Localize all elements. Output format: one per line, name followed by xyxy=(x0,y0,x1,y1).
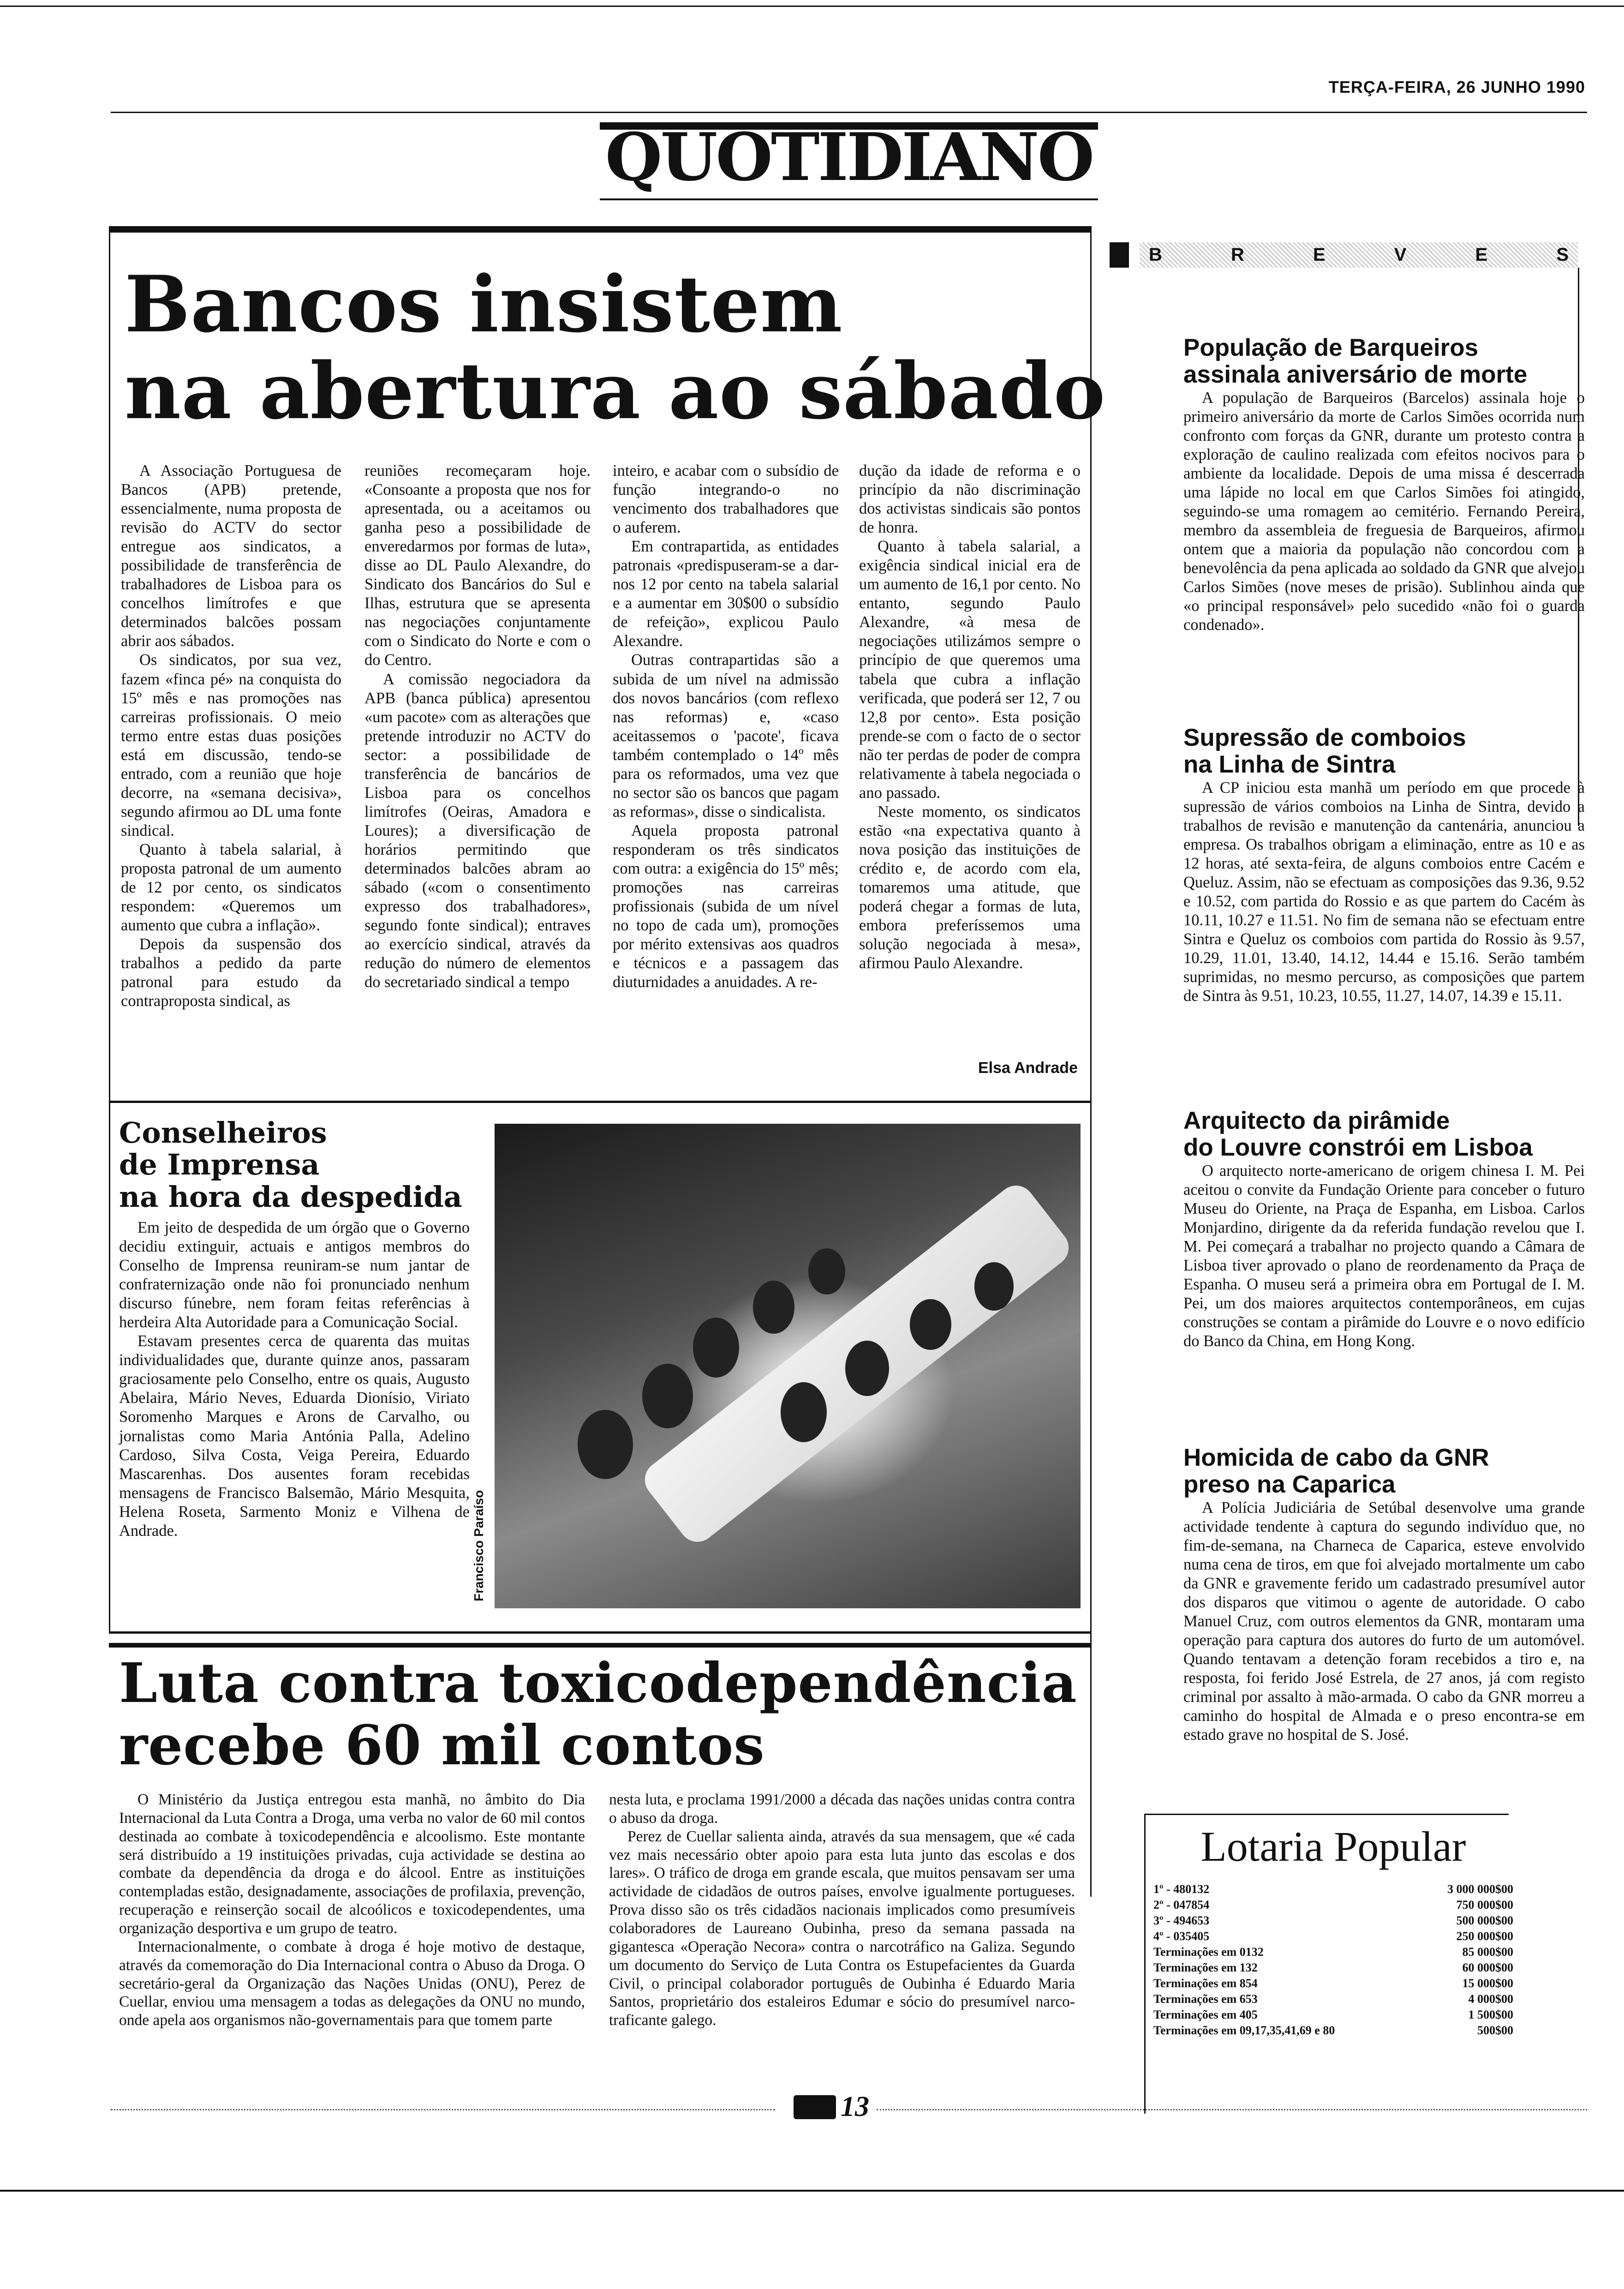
lead-column-1 xyxy=(121,461,341,1011)
photo-guest xyxy=(642,1364,693,1428)
breves-letter: V xyxy=(1394,245,1407,265)
lotaria-box xyxy=(1153,1825,1513,2038)
lotaria-prize-value: 85 000$00 xyxy=(1462,1945,1513,1959)
conselheiros-headline-line2: de Imprensa xyxy=(119,1148,320,1182)
breves-banner xyxy=(1140,242,1578,268)
breve-title xyxy=(1183,335,1585,389)
paragraph: inteiro, e acabar com o subsídio de função integrando-o no vencimento dos trabalhadores que o auferem. xyxy=(613,462,839,537)
breves-letter: E xyxy=(1475,245,1488,265)
lotaria-prize-value: 250 000$00 xyxy=(1456,1929,1513,1943)
breve-item xyxy=(1183,725,1585,1006)
paragraph: nesta luta, e proclama 1991/2000 a década das nações unidas contra contra o abuso da droga. xyxy=(609,1791,1075,1827)
luta-column-1 xyxy=(119,1791,585,2030)
footer-dotted-right xyxy=(877,2109,1587,2110)
breves-letter: E xyxy=(1313,245,1325,265)
lotaria-title: Lotaria Popular xyxy=(1200,1823,1466,1870)
breve-title-line1: Homicida de cabo da GNR xyxy=(1183,1444,1489,1471)
photo-guest xyxy=(910,1299,951,1350)
lotaria-prize-value: 500$00 xyxy=(1477,2024,1513,2037)
paragraph: Aquela proposta patronal responderam os três sindicatos com outra: a exigência do 15º mês; promoções nas carreiras profissionais (subida de um nível no topo de cada um), promoções por mérito extensivas aos quadros e técnicos e a passagem das diuturnidades a anuidades. A re- xyxy=(613,821,839,991)
lotaria-row xyxy=(1153,1913,1513,1929)
conselheiros-headline xyxy=(119,1117,462,1213)
lotaria-prize-label: 3º - 494653 xyxy=(1153,1914,1210,1927)
photo-guest xyxy=(974,1262,1014,1311)
lotaria-prize-value: 4 000$00 xyxy=(1468,1992,1513,2006)
lotaria-prize-label: Terminações em 09,17,35,41,69 e 80 xyxy=(1153,2024,1335,2037)
breve-title-line2: na Linha de Sintra xyxy=(1183,751,1396,779)
conselheiros-headline-line1: Conselheiros xyxy=(119,1116,327,1150)
paragraph: Perez de Cuellar salienta ainda, através da sua mensagem, que «é cada vez mais necessário obter apoio para esta luta junto das escolas e dos lares». O tráfico de droga em grande escala, que muitos pensavam ser uma actividade de cidadãos de outros países, envolve igualmente portugueses. Prova disso são os três cidadãos nacionais implicados como presumíveis colaboradores de Laureano Oubinha, preso da semana passada na gigantesca «Operação Necora» contra o narcotráfico na Galiza. Segundo um documento do Serviço de Luta Contra os Estupefacientes da Guarda Civil, o principal colaborador português de Oubinha é Eduardo Maria Santos, proprietário dos estaleiros Edumar e sócio do presumível narco-traficante galego. xyxy=(609,1828,1075,2029)
lotaria-row xyxy=(1153,1991,1513,2007)
lotaria-row xyxy=(1153,2023,1513,2038)
paragraph: Estavam presentes cerca de quarenta das muitas individualidades que, durante quinze anos, passaram graciosamente pelo Conselho, entre os quais, Augusto Abelaira, Mário Neves, Eduarda Dionísio, Viriato Soromenho Marques e Arons de Carvalho, ou jornalistas como Maria Antónia Palla, Adelino Cardoso, Silva Costa, Veiga Pereira, Eduardo Mascarenhas. Dos ausentes foram recebidas mensagens de Francisco Balsemão, Mário Mesquita, Helena Roseta, Sarmento Moniz e Vilhena de Andrade. xyxy=(119,1332,470,1540)
luta-headline xyxy=(119,1652,1077,1776)
breves-letter: S xyxy=(1556,245,1569,265)
page-number: 13 xyxy=(841,2091,869,2122)
paragraph: Internacionalmente, o combate à droga é hoje motivo de destaque, através da comemoração do Dia Internacional contra o Abuso da Droga. O secretário-geral da Organização das Nações Unidas (ONU), Perez de Cuellar, enviou uma mensagem a todas as delegações da ONU no mundo, onde apela aos organismos não-governamentais para que tomem parte xyxy=(119,1938,585,2029)
paragraph: Os sindicatos, por sua vez, fazem «finca pé» na conquista do 15º mês e nas promoções nas carreiras profissionais. O meio termo entre estas duas posições está em discussão, tendo-se entrado, com a reunião que hoje decorre, na «semana decisiva», segundo afirmou ao DL uma fonte sindical. xyxy=(121,651,341,839)
breves-letter: R xyxy=(1230,245,1244,265)
lotaria-row xyxy=(1153,1897,1513,1913)
lotaria-table xyxy=(1153,1882,1513,2038)
paragraph: A Associação Portuguesa de Bancos (APB) pretende, essencialmente, numa proposta de revisão do ACTV do sector entregue aos sindicatos, a possibilidade de transferência de trabalhadores de Lisboa para os concelhos limítrofes e que determinados balcões possam abrir aos sábados. xyxy=(121,462,341,650)
luta-column-2 xyxy=(609,1791,1075,2030)
lotaria-prize-value: 750 000$00 xyxy=(1456,1898,1513,1911)
lotaria-prize-label: Terminações em 854 xyxy=(1153,1977,1258,1990)
breve-item xyxy=(1183,1444,1585,1744)
breve-title-line1: População de Barqueiros xyxy=(1183,334,1479,361)
breve-text: A Polícia Judiciária de Setúbal desenvolve uma grande actividade tendente à captura do segundo indivíduo que, no fim-de-semana, na Charneca de Caparica, esteve envolvido numa cena de tiros, em que foi alvejado mortalmente um cabo da GNR e gravemente ferido um cadastrado presumível autor dos disparos que vitimou o agente de autoridade. O cabo Manuel Cruz, com outros elementos da GNR, montaram uma operação para captura dos autores do furto de um automóvel. Quando tentavam a detenção foram recebidos a tiro e, na resposta, foi ferido José Estrela, de 27 anos, já com registo criminal por assalto à mão-armada. O cabo da GNR morreu a caminho do hospital de Almada e o preso encontra-se em estado grave no hospital de S. José. xyxy=(1183,1498,1585,1744)
lotaria-prize-value: 500 000$00 xyxy=(1456,1914,1513,1927)
lotaria-row xyxy=(1153,1944,1513,1960)
lotaria-prize-value: 3 000 000$00 xyxy=(1447,1882,1513,1896)
breve-text: O arquitecto norte-americano de origem chinesa I. M. Pei aceitou o convite da Fundação Oriente para conceber o futuro Museu do Oriente, na Praça de Espanha, em Lisboa. Carlos Monjardino, dirigente da da referida fundação revelou que I. M. Pei começará a trabalhar no projecto quando a Câmara de Lisboa tiver aprovado o plano de reordenamento da Praça de Espanha. O museu será a primeira obra em Portugal de I. M. Pei, um dos maiores arquitectos contemporâneos, em cujas construções se contam a pirâmide do Louvre e o novo edifício do Banco da China, em Hong Kong. xyxy=(1183,1162,1585,1350)
lotaria-row xyxy=(1153,1976,1513,1991)
lotaria-prize-value: 15 000$00 xyxy=(1462,1977,1513,1990)
lotaria-prize-label: Terminações em 0132 xyxy=(1153,1945,1264,1959)
breve-title xyxy=(1183,1108,1585,1162)
photo-guest xyxy=(753,1281,794,1334)
lotaria-prize-label: 1º - 480132 xyxy=(1153,1882,1210,1896)
lead-headline-line1: Bancos insistem xyxy=(125,258,843,350)
lotaria-row xyxy=(1153,1882,1513,1897)
lotaria-row xyxy=(1153,1960,1513,1976)
paragraph: Neste momento, os sindicatos estão «na expectativa quanto à nova posição das instituições de crédito e, de acordo com ela, tomaremos uma atitude, que poderá chegar a formas de luta, embora preferíssemos uma solução negociada à mesa», afirmou Paulo Alexandre. xyxy=(859,803,1081,972)
lotaria-row xyxy=(1153,1929,1513,1944)
lead-column-3 xyxy=(613,461,839,992)
lotaria-prize-label: 4º - 035405 xyxy=(1153,1929,1210,1943)
paragraph: Quanto à tabela salarial, à proposta patronal de um aumento de 12 por cento, os sindicatos respondem: «Queremos um aumento que cubra a inflação». xyxy=(121,840,341,935)
breve-item xyxy=(1183,335,1585,635)
photo-guest xyxy=(781,1382,827,1442)
photo-guest xyxy=(845,1341,889,1396)
conselheiros-body xyxy=(119,1218,470,1540)
paragraph: Depois da suspensão dos trabalhos a pedido da parte patronal para estudo da contraproposta sindical, as xyxy=(121,935,341,1010)
photo-credit: Francisco Paraíso xyxy=(472,1490,486,1601)
footer-dotted-left xyxy=(111,2109,775,2110)
breve-title-line2: do Louvre constrói em Lisboa xyxy=(1183,1134,1533,1162)
lotaria-prize-label: 2º - 047854 xyxy=(1153,1898,1210,1911)
breve-title-line1: Supressão de comboios xyxy=(1183,724,1466,751)
paragraph: O Ministério da Justiça entregou esta manhã, no âmbito do Dia Internacional da Luta Contra a Droga, uma verba no valor de 60 mil contos destinada ao combate à toxicodependência e alcoolismo. Este montante será distribuído a 19 instituições privadas, cuja actividade se destina ao combate da dependência da droga e do álcool. Entre as instituições contempladas estão, designadamente, associações de profilaxia, prevenção, recuperação e reinserção socail de alcoólicos e toxicodependentes, uma organização desportiva e um grupo de teatro. xyxy=(119,1791,585,1937)
lead-column-2 xyxy=(364,461,591,992)
breves-bullet xyxy=(1110,242,1129,268)
lead-byline: Elsa Andrade xyxy=(978,1059,1078,1077)
lead-headline xyxy=(125,258,1106,437)
breve-title xyxy=(1183,1444,1585,1498)
breve-title-line2: assinala aniversário de morte xyxy=(1183,361,1528,389)
paragraph: Em jeito de despedida de um órgão que o Governo decidiu extinguir, actuais e antigos membros do Conselho de Imprensa reuniram-se num jantar de confraternização onde não foi pronunciado nenhum discurso fúnebre, nem foram feitas referências à herdeira Alta Autoridade para a Comunicação Social. xyxy=(119,1219,470,1331)
breve-item xyxy=(1183,1108,1585,1351)
lotaria-prize-label: Terminações em 653 xyxy=(1153,1992,1258,2006)
lotaria-prize-label: Terminações em 405 xyxy=(1153,2008,1258,2021)
breve-title-line1: Arquitecto da pirâmide xyxy=(1183,1107,1450,1134)
issue-date: TERÇA-FEIRA, 26 JUNHO 1990 xyxy=(1328,78,1585,96)
paragraph: Outras contrapartidas são a subida de um nível na admissão dos novos bancários (com reflexo nas reformas) e, «caso aceitassemos o 'pacote', ficava também contemplado o 14º mês para os reformados, uma vez que no sector são os bancos que pagam as reformas», disse o sindicalista. xyxy=(613,651,839,821)
lead-column-4 xyxy=(859,461,1081,973)
luta-headline-line2: recebe 60 mil contos xyxy=(119,1713,765,1777)
paragraph: Em contrapartida, as entidades patronais «predispuseram-se a dar-nos 12 por cento na tabela salarial e a aumentar em 30$00 o subsídio de refeição», explicou Paulo Alexandre. xyxy=(613,538,839,650)
lead-headline-line2: na abertura ao sábado xyxy=(125,345,1106,437)
paragraph: A comissão negociadora da APB (banca pública) apresentou «um pacote» com as alterações que pretende introduzir no ACTV do sector: a possibilidade de transferência de bancários de Lisboa para os concelhos limítrofes (Oeiras, Amadora e Loures); a diversificação de horários permitindo que determinados balcões abram ao sábado («com o consentimento expresso dos trabalhadores», segundo fonte sindical); entraves ao exercício sindical, através da redução do número de elementos do secretariado sindical a tempo xyxy=(364,670,591,991)
luta-headline-line1: Luta contra toxicodependência xyxy=(119,1651,1077,1715)
dinner-photo xyxy=(495,1124,1081,1608)
breve-title-line2: preso na Caparica xyxy=(1183,1471,1396,1498)
paragraph: Quanto à tabela salarial, a exigência sindical inicial era de um aumento de 16,1 por cento. No entanto, segundo Paulo Alexandre, «à mesa de negociações utilizámos sempre o princípio de que queremos uma tabela que cubra a inflação verificada, que poderá ser 12, 7 ou 12,8 por cento». Esta posição prende-se com o facto de o sector não ter perdas de poder de compra relativamente à tabela negociada o ano passado. xyxy=(859,538,1081,802)
photo-guest xyxy=(808,1248,845,1294)
lotaria-row xyxy=(1153,2007,1513,2023)
breve-title xyxy=(1183,725,1585,779)
conselheiros-headline-line3: na hora da despedida xyxy=(119,1180,462,1214)
lotaria-prize-label: Terminações em 132 xyxy=(1153,1961,1258,1974)
dl-logo xyxy=(794,2095,836,2119)
paragraph: reuniões recomeçaram hoje. «Consoante a proposta que nos for apresentada, ou a aceitamos ou ganha peso a possibilidade de enveredarmos por formas de luta», disse ao DL Paulo Alexandre, do Sindicato dos Bancários do Sul e Ilhas, estrutura que se apresenta nas negociações conjuntamente com o Sindicato do Norte e com o do Centro. xyxy=(364,462,591,669)
lotaria-prize-value: 60 000$00 xyxy=(1462,1961,1513,1974)
section-title: QUOTIDIANO xyxy=(605,119,1093,196)
breve-text: A CP iniciou esta manhã um período em que procede à supressão de vários comboios na Linha de Sintra, devido a trabalhos de revisão e manutenção da cantenária, anunciou a empresa. Os trabalhos obrigam a eliminação, entre as 10 e as 12 horas, até sexta-feira, de alguns comboios entre Cacém e Queluz. Assim, não se efectuam as composições das 9.36, 9.52 e 10.52, com partida do Rossio e as que partem do Cacém às 10.11, 10.27 e 11.51. No fim de semana não se efectuam entre Sintra e Queluz os comboios com partida do Rossio às 9.57, 10.29, 11.01, 13.40, 14.12, 14.44 e 15.16. Serão também suprimidas, no mesmo percurso, as composições que partem de Sintra às 9.51, 10.23, 10.55, 11.27, 14.07, 14.39 e 15.11. xyxy=(1183,779,1585,1005)
photo-guest xyxy=(693,1318,739,1378)
breves-letter: B xyxy=(1149,245,1162,265)
paragraph: dução da idade de reforma e o princípio da não discriminação dos activistas sindicais são pontos de honra. xyxy=(859,462,1081,537)
lotaria-prize-value: 1 500$00 xyxy=(1468,2008,1513,2021)
breve-text: A população de Barqueiros (Barcelos) assinala hoje o primeiro aniversário da morte de Carlos Simões ocorrida num confronto com forças da GNR, durante um protesto contra a exploração de caulino realizada com efeitos nocivos para o ambiente da localidade. Depois de uma missa é descerrada uma lápide no local em que Carlos Simões foi atingido, seguindo-se uma romagem ao cemitério. Fernando Pereira, membro da assembleia de freguesia de Barqueiros, afirmou ontem que a maioria da população não concordou com a benevolência da pena aplicada ao soldado da GNR que alvejou Carlos Simões (nove meses de prisão). Sublinhou ainda que «o principal responsável» pelo sucedido «não foi o guarda condenado». xyxy=(1183,389,1585,634)
photo-guest xyxy=(578,1410,633,1479)
